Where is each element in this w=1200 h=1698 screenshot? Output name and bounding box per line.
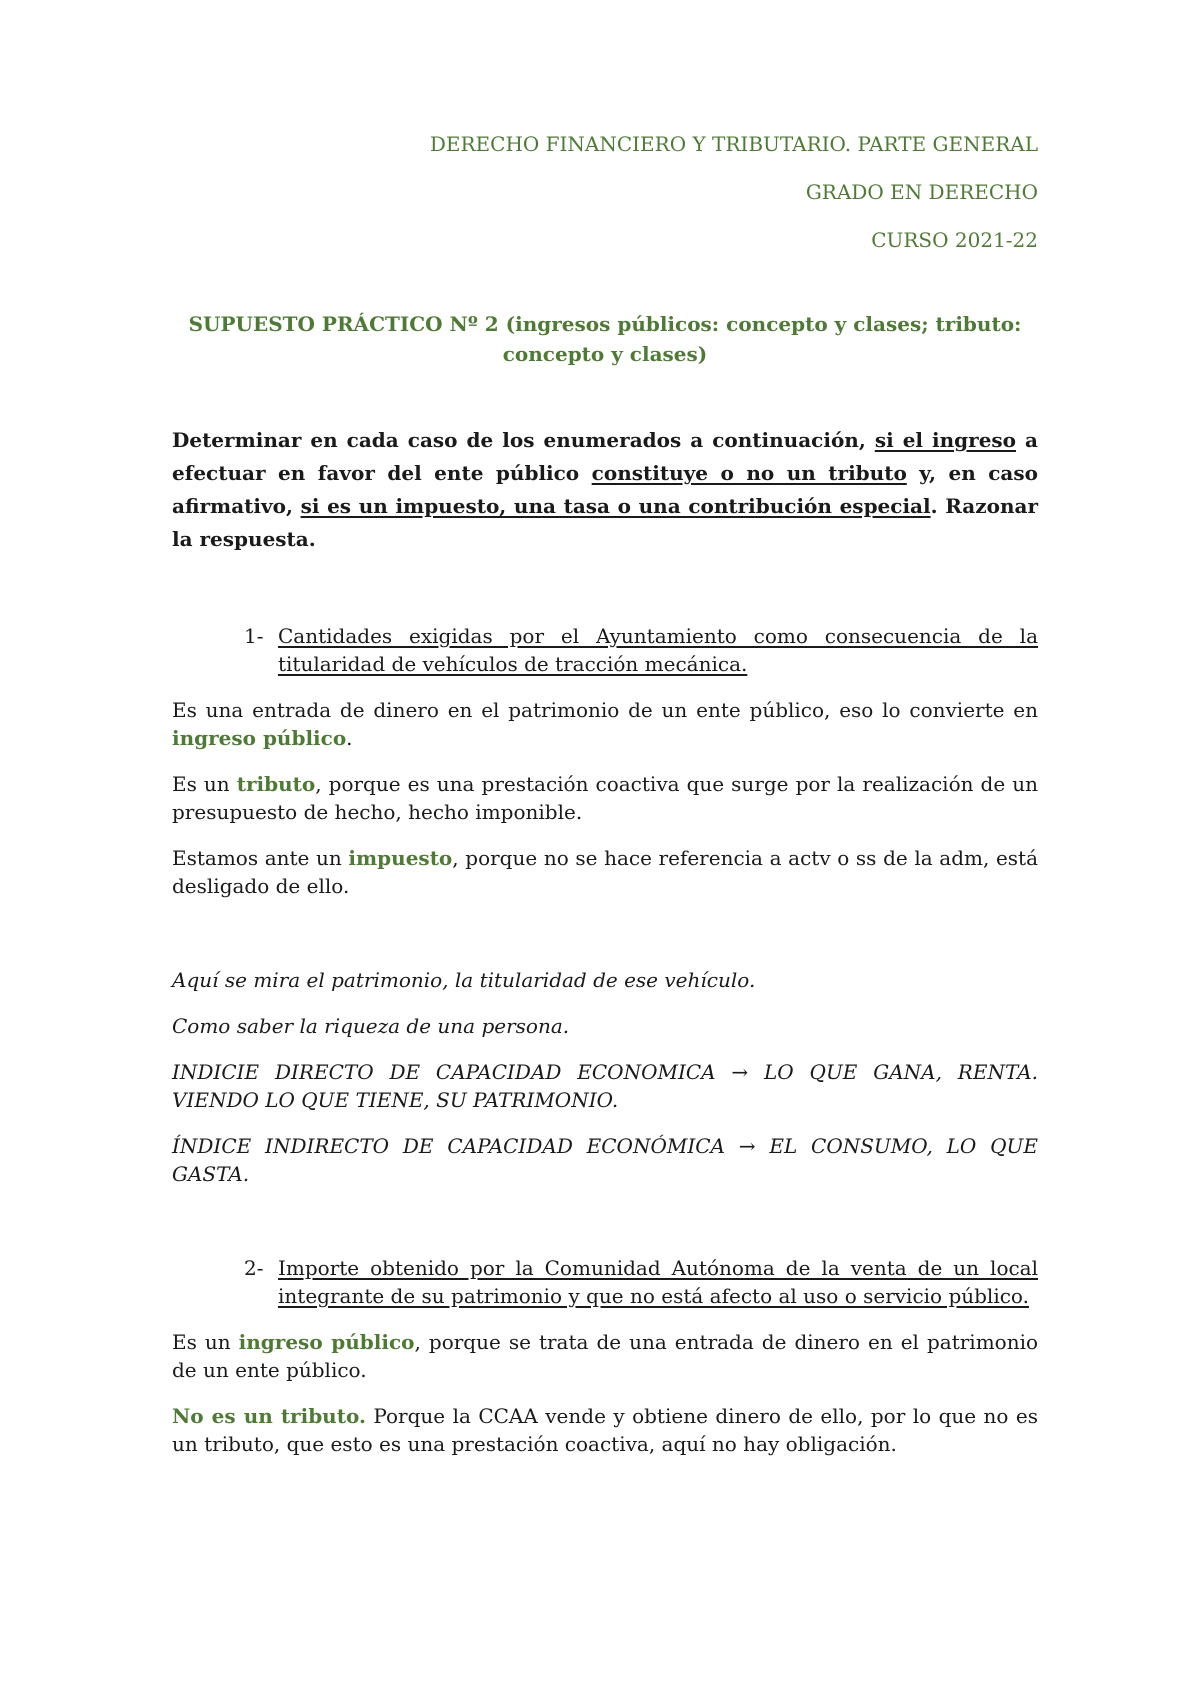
case-1-note-3: INDICIE DIRECTO DE CAPACIDAD ECONOMICA → LO QUE GANA, RENTA. VIENDO LO QUE TIENE, SU PATRIMONIO.	[172, 1060, 1038, 1112]
instructions-underline-1: si el ingreso	[874, 428, 1017, 452]
case-1-question	[244, 622, 1038, 678]
case-1-answer-2-highlight: tributo	[236, 772, 316, 796]
instructions-text-4: . Razonar la respuesta.	[172, 494, 1038, 551]
case-2-answer-2-highlight: No es un tributo.	[172, 1404, 366, 1428]
exercise-title: SUPUESTO PRÁCTICO Nº 2 (ingresos públicos: concepto y clases; tributo: concepto y clases)	[188, 312, 1022, 366]
instructions-text-1: Determinar en cada caso de los enumerados a continuación,	[172, 428, 875, 452]
case-1-answer-1-text: Es una entrada de dinero en el patrimonio de un ente público, eso lo convierte en	[172, 698, 1038, 722]
case-2-answer-1	[172, 1328, 1038, 1384]
case-1-answer-1	[172, 696, 1038, 752]
course-title: DERECHO FINANCIERO Y TRIBUTARIO. PARTE GENERAL	[429, 132, 1038, 156]
case-2-answer-2	[172, 1402, 1038, 1458]
instructions-text-2: a efectuar en favor del ente público	[172, 428, 1038, 485]
instructions-underline-3: si es un impuesto, una tasa o una contribución especial	[300, 494, 931, 518]
case-1-answer-2	[172, 770, 1038, 826]
case-1-answer-2-text: , porque es una prestación coactiva que surge por la realización de un presupuesto de hecho, hecho imponible.	[172, 772, 1039, 824]
year-title: CURSO 2021-22	[871, 228, 1038, 252]
case-1-note-1: Aquí se mira el patrimonio, la titularidad de ese vehículo.	[172, 968, 756, 992]
case-1-note-4: ÍNDICE INDIRECTO DE CAPACIDAD ECONÓMICA → EL CONSUMO, LO QUE GASTA.	[172, 1134, 1038, 1186]
case-1-question-text: Cantidades exigidas por el Ayuntamiento como consecuencia de la titularidad de vehículos de tracción mecánica.	[278, 624, 1038, 676]
instructions	[172, 424, 1038, 556]
degree-title: GRADO EN DERECHO	[805, 180, 1038, 204]
case-1-answer-3-highlight: impuesto	[348, 846, 453, 870]
case-1-answer-3-text: , porque no se hace referencia a actv o ss de la adm, está desligado de ello.	[172, 846, 1039, 898]
case-2-number: 2-	[244, 1256, 264, 1280]
case-1-number: 1-	[244, 624, 264, 648]
case-1-answer-3	[172, 844, 1038, 900]
case-1-note-2: Como saber la riqueza de una persona.	[172, 1014, 570, 1038]
case-1-answer-1-end: .	[346, 726, 353, 750]
case-1-answer-2-start: Es un	[172, 772, 237, 796]
case-1-answer-3-start: Estamos ante un	[172, 846, 349, 870]
case-2-question	[244, 1254, 1038, 1310]
case-2-answer-1-start: Es un	[172, 1330, 239, 1354]
case-2-answer-1-text: , porque se trata de una entrada de dinero en el patrimonio de un ente público.	[172, 1330, 1039, 1382]
case-1-answer-1-highlight: ingreso público	[172, 726, 347, 750]
document-content	[172, 130, 1038, 1458]
case-2-question-text: Importe obtenido por la Comunidad Autónoma de la venta de un local integrante de su patrimonio y que no está afecto al uso o servicio público.	[278, 1256, 1038, 1308]
case-2-answer-1-highlight: ingreso público	[238, 1330, 415, 1354]
case-2-answer-2-text: Porque la CCAA vende y obtiene dinero de ello, por lo que no es un tributo, que esto es una prestación coactiva, aquí no hay obligación.	[172, 1404, 1039, 1456]
instructions-text-3: y, en caso afirmativo,	[172, 461, 1038, 518]
instructions-underline-2: constituye o no un tributo	[591, 461, 907, 485]
